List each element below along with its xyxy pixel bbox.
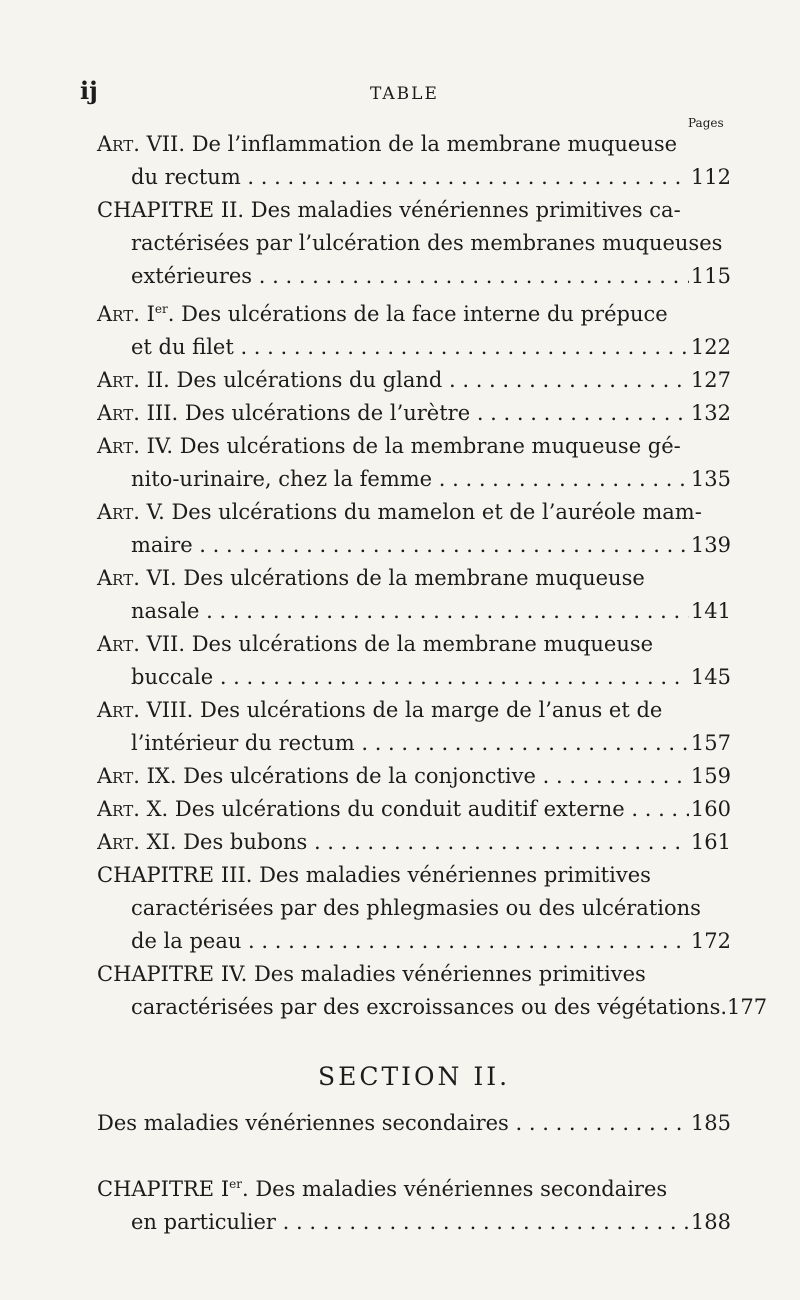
entry-line-text: Des ulcérations de la membrane muqueuse: [183, 566, 645, 590]
entry-line: [97, 227, 731, 260]
entry-page: 160: [690, 797, 731, 821]
toc-entry[interactable]: [97, 628, 731, 694]
entry-last-line: [97, 793, 731, 826]
entry-line-text: Des ulcérations du mamelon et de l’auréole mam-: [171, 500, 702, 524]
entry-number: VIII.: [146, 698, 194, 722]
entry-title: Des ulcérations de l’urètre: [184, 401, 471, 425]
entry-line-text: De l’inflammation de la membrane muqueuse: [191, 132, 678, 156]
entry-page: 159: [690, 764, 731, 788]
entry-page: 141: [690, 599, 731, 623]
entry-number: VII.: [146, 632, 186, 656]
entry-prefix: Art.: [97, 500, 140, 524]
entry-last-line: [97, 1206, 731, 1239]
entry-title: Des bubons: [183, 830, 308, 854]
entry-prefix: Art.: [97, 764, 140, 788]
entry-line-text: ractérisées par l’ulcération des membranes muqueuses: [131, 231, 723, 255]
entry-number: III.: [220, 863, 253, 887]
toc-entry-chapter[interactable]: [97, 1168, 731, 1239]
entry-line-text: Des ulcérations de la membrane muqueuse: [191, 632, 654, 656]
toc-entry[interactable]: [97, 793, 731, 826]
toc-entry[interactable]: [97, 430, 731, 496]
entry-last-text: du rectum . . .: [131, 161, 689, 194]
entry-last-line: [97, 760, 731, 793]
entry-last-text: de la peau . . .: [131, 925, 689, 958]
entry-line: [97, 694, 731, 727]
entry-title: Des ulcérations du gland: [176, 368, 443, 392]
entry-number: XI.: [146, 830, 177, 854]
entry-number: X.: [146, 797, 169, 821]
entry-prefix: Art.: [97, 797, 140, 821]
toc-entry[interactable]: [97, 694, 731, 760]
entry-prefix: CHAPITRE: [97, 863, 215, 887]
entry-line: [97, 562, 731, 595]
entry-prefix: Art.: [97, 632, 140, 656]
entry-page: 127: [690, 368, 731, 392]
entry-line: [97, 958, 731, 991]
entry-prefix: CHAPITRE: [97, 198, 215, 222]
entry-last-line: [97, 529, 731, 562]
entry-page: 135: [690, 467, 731, 491]
toc-entry[interactable]: [97, 760, 731, 793]
entry-last-text: nasale . . .: [131, 595, 689, 628]
entry-title: Des ulcérations de la conjonctive: [183, 764, 536, 788]
entry-last-line: [97, 661, 731, 694]
entry-number: III.: [146, 401, 179, 425]
entry-number: IV.: [146, 434, 174, 458]
entry-line-text: Des maladies vénériennes primitives ca-: [250, 198, 681, 222]
entry-line-text: Des ulcérations de la face interne du prépuce: [181, 302, 668, 326]
entry-page: 161: [690, 830, 731, 854]
entry-page: 139: [690, 533, 731, 557]
entry-number: I: [220, 1177, 230, 1201]
running-title: TABLE: [370, 84, 439, 104]
entry-prefix: Art.: [97, 401, 140, 425]
spacer: [97, 1140, 731, 1168]
entry-text: Des maladies vénériennes secondaires . . .: [97, 1107, 689, 1140]
entry-number: IV.: [220, 962, 248, 986]
entry-page: 157: [690, 731, 731, 755]
entry-prefix: Art.: [97, 434, 140, 458]
entry-last-line: [97, 727, 731, 760]
entry-prefix: Art.: [97, 698, 140, 722]
entry-number: V.: [146, 500, 165, 524]
entry-line: [97, 859, 731, 892]
entry-last-text: [97, 364, 689, 397]
entry-line-text: caractérisées par des phlegmasies ou des ulcérations: [131, 896, 701, 920]
entry-prefix: Art.: [97, 368, 140, 392]
entry-page: 185: [690, 1111, 731, 1135]
entry-last-text: et du filet . . .: [131, 331, 689, 364]
entry-number: VI.: [146, 566, 177, 590]
entry-page: 132: [690, 401, 731, 425]
entry-last-text: buccale . . .: [131, 661, 689, 694]
entry-page: 112: [690, 165, 731, 189]
entry-last-line: [97, 463, 731, 496]
entry-last-text: [97, 826, 689, 859]
entry-number-sup: er: [229, 1177, 242, 1191]
entry-last-line: [97, 595, 731, 628]
toc-entry[interactable]: [97, 194, 731, 293]
entry-last-text: nito-urinaire, chez la femme . . .: [131, 463, 689, 496]
entry-line: [97, 892, 731, 925]
entry-page: 122: [690, 335, 731, 359]
entry-last-text: [97, 760, 689, 793]
entry-last-line: [97, 826, 731, 859]
entry-line: [97, 128, 731, 161]
toc-entry[interactable]: [97, 364, 731, 397]
entry-last-text: maire . . .: [131, 529, 689, 562]
entry-last-line: [97, 364, 731, 397]
entry-line-text: Des ulcérations de la marge de l’anus et de: [200, 698, 663, 722]
toc-entry[interactable]: [97, 128, 731, 194]
entry-last-line: [97, 331, 731, 364]
entry-last-line: [97, 260, 731, 293]
toc-entry[interactable]: [97, 958, 768, 1024]
entry-last-line: [97, 925, 731, 958]
entry-number: II.: [220, 198, 245, 222]
entry-last-line: [97, 397, 731, 430]
entry-last-text: l’intérieur du rectum . . .: [131, 727, 689, 760]
entry-line: [97, 430, 731, 463]
entry-prefix: CHAPITRE: [97, 1177, 215, 1201]
entry-last-text: en particulier . . .: [131, 1206, 689, 1239]
toc-entry[interactable]: [97, 562, 731, 628]
entry-last-line: [97, 161, 731, 194]
entry-first-line: CHAPITRE Ier. Des maladies vénériennes secondaires: [97, 1177, 668, 1201]
entry-prefix: Art.: [97, 132, 140, 156]
toc-entries: [97, 128, 768, 1024]
entry-line: Art. Ier. Des ulcérations de la face interne du prépuce: [97, 302, 668, 326]
entry-line: [97, 628, 731, 661]
toc-entry[interactable]: [97, 859, 731, 958]
folio: ij: [80, 76, 98, 105]
entry-prefix: CHAPITRE: [97, 962, 215, 986]
entry-last-text: caractérisées par des excroissances ou des végétations.: [131, 995, 728, 1019]
entry-page: 172: [690, 929, 731, 953]
entry-number: IX.: [146, 764, 177, 788]
entry-number: II.: [146, 368, 170, 392]
entry-title: Des ulcérations du conduit auditif externe: [174, 797, 625, 821]
toc-entry[interactable]: [97, 826, 731, 859]
entry-page: 145: [690, 665, 731, 689]
section-title: SECTION II.: [317, 1062, 511, 1091]
table-of-contents: [97, 128, 768, 1239]
entry-line: [97, 194, 731, 227]
entry-last-text: extérieures . . .: [131, 260, 689, 293]
pages-label: Pages: [688, 116, 724, 130]
entry-last-text: [97, 397, 689, 430]
entry-number: I: [146, 302, 155, 326]
toc-entry[interactable]: [97, 397, 731, 430]
entry-prefix: Art.: [97, 566, 140, 590]
entry-number-sup: er: [154, 302, 168, 316]
toc-entry[interactable]: [97, 496, 731, 562]
entry-prefix: Art.: [97, 302, 140, 326]
entry-number: VII.: [146, 132, 186, 156]
toc-entry-section[interactable]: [97, 1107, 731, 1140]
entry-page: 188: [690, 1210, 731, 1234]
entry-line-text: Des ulcérations de la membrane muqueuse gé-: [179, 434, 681, 458]
entry-last-text: [97, 793, 689, 826]
toc-entry[interactable]: [97, 293, 731, 364]
entry-line-text: Des maladies vénériennes primitives: [253, 962, 646, 986]
entry-line-text: Des maladies vénériennes primitives: [259, 863, 651, 887]
entry-page: 115: [690, 264, 731, 288]
entry-prefix: Art.: [97, 830, 140, 854]
entry-line: [97, 496, 731, 529]
entry-title-line: Des maladies vénériennes secondaires: [255, 1177, 668, 1201]
entry-page: 177: [727, 995, 768, 1019]
entry-last-line: [97, 991, 768, 1024]
